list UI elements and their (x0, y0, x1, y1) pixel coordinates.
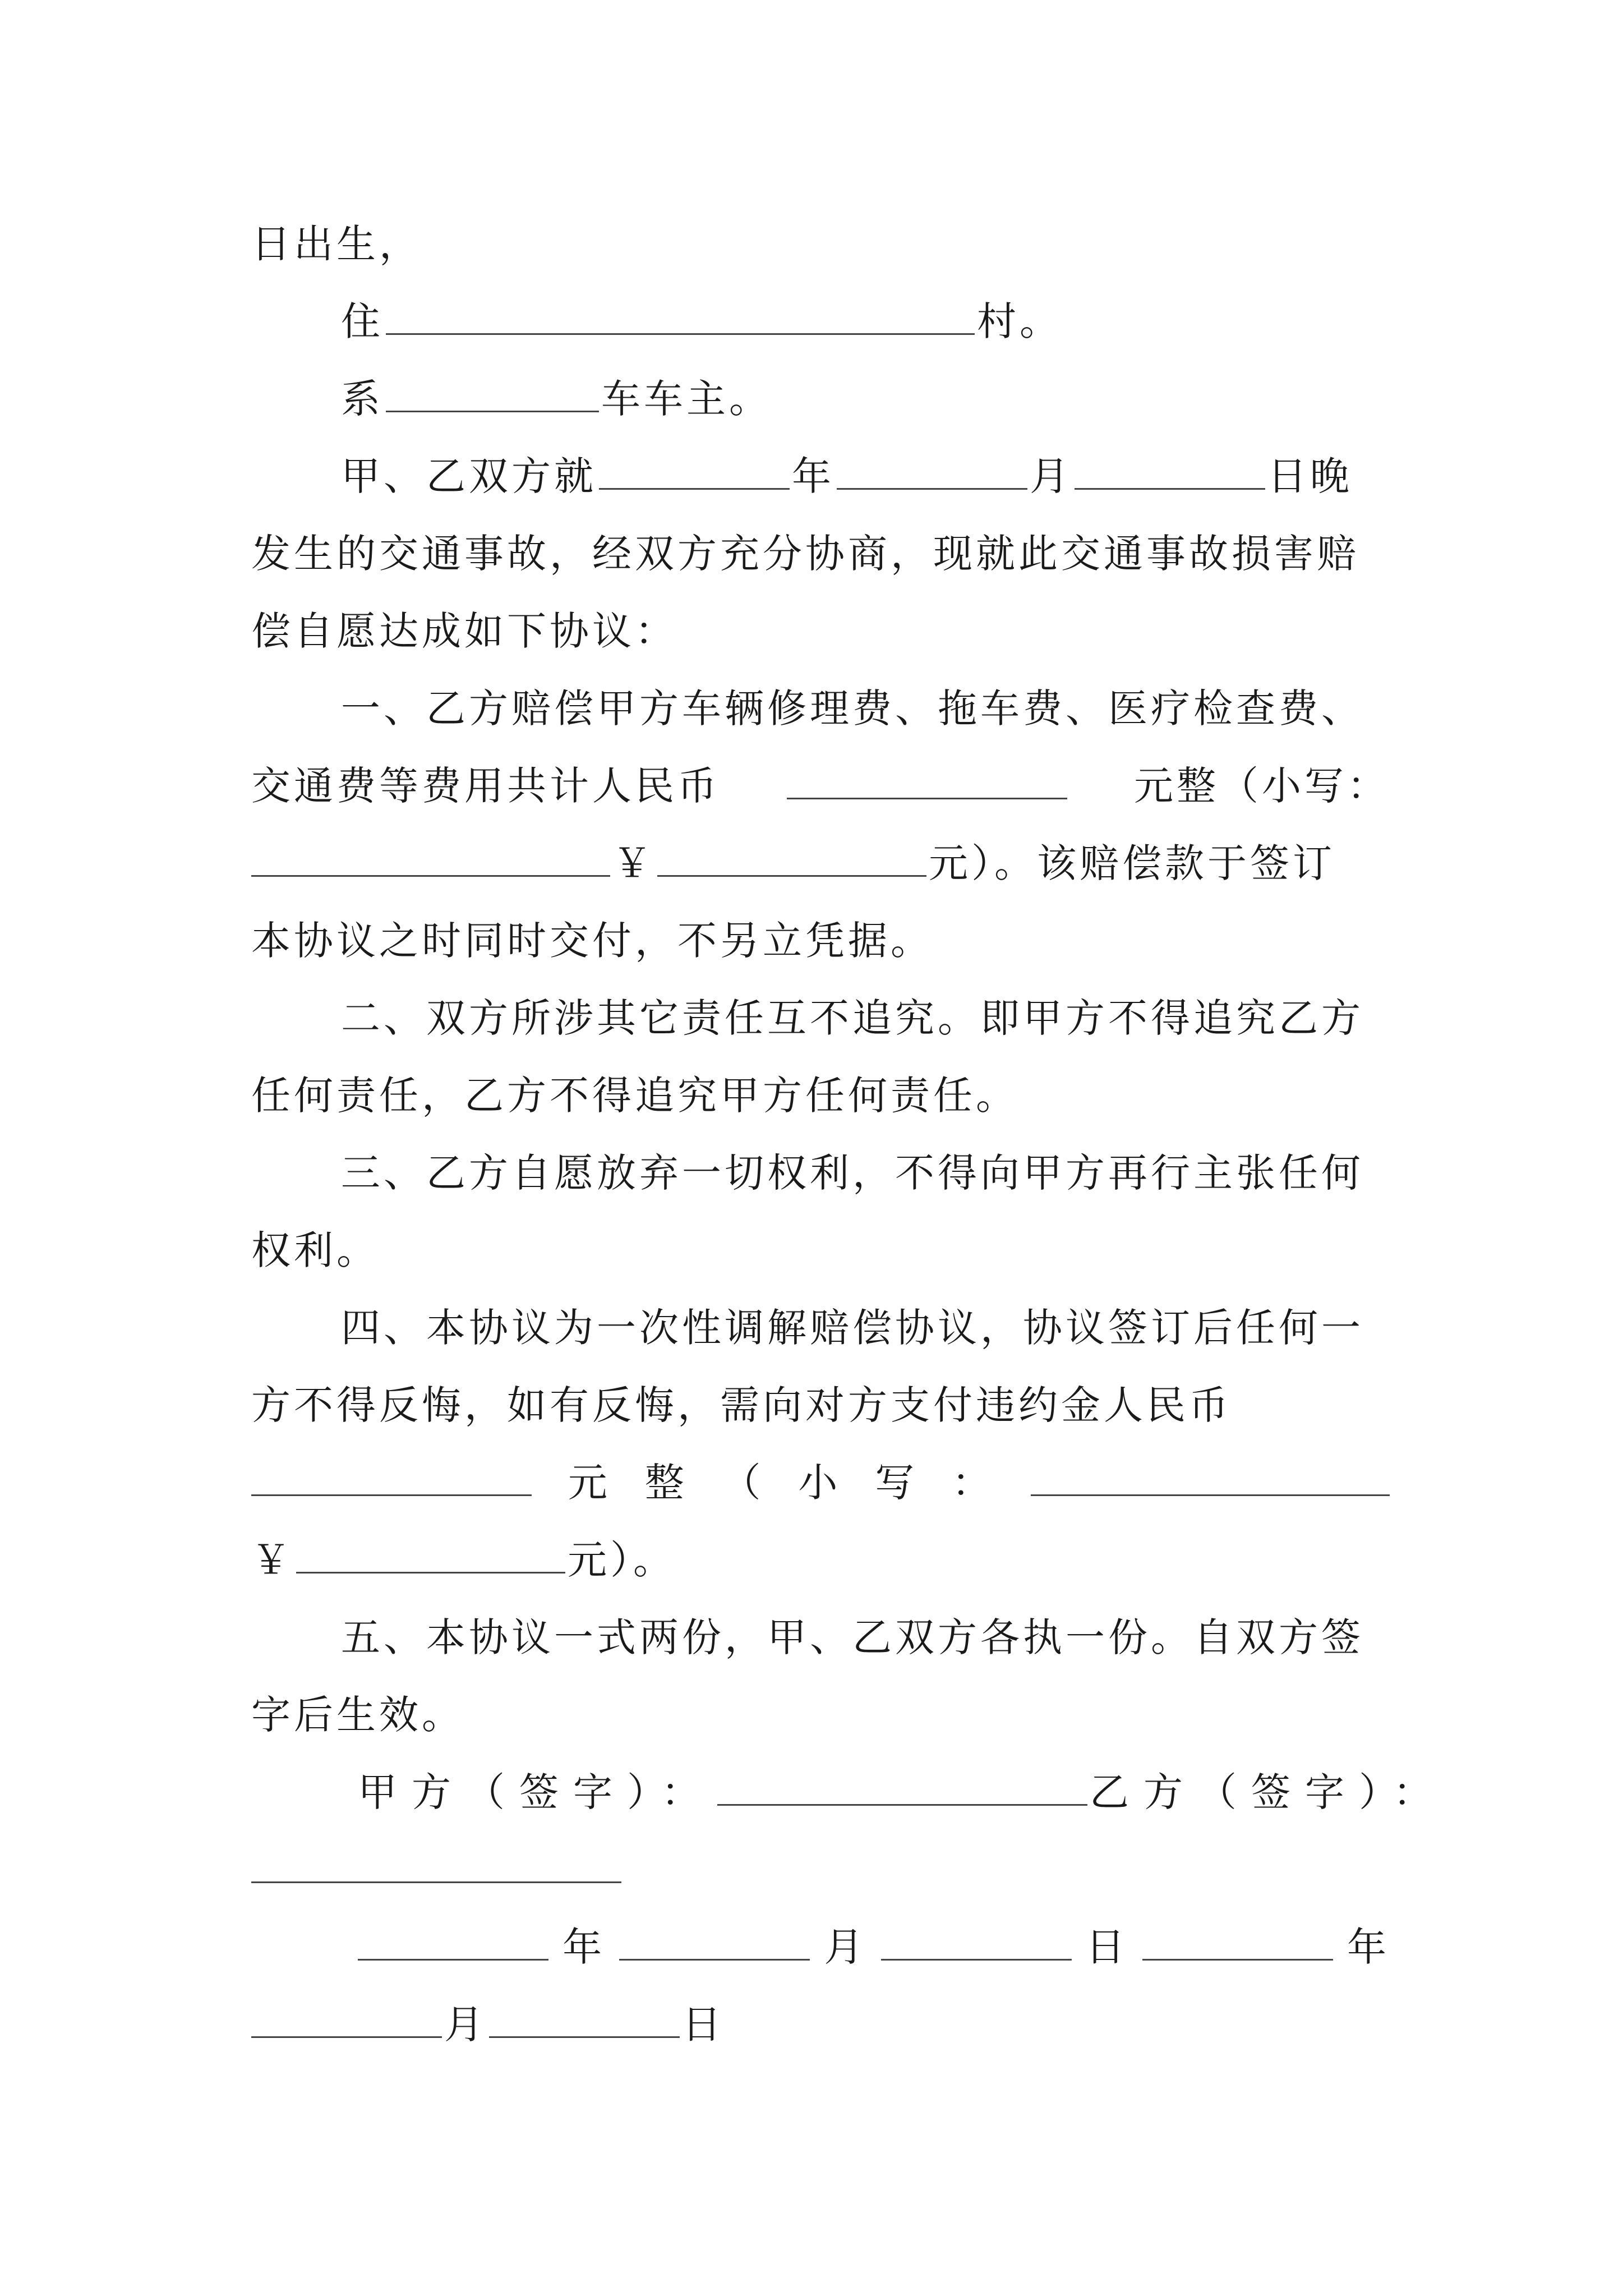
party-a-signature-blank[interactable] (717, 1769, 1087, 1806)
party-b-year-blank[interactable] (1142, 1924, 1333, 1961)
line-clause-4a (251, 1289, 1390, 1366)
text-clause-2a: 二、双方所涉其它责任互不追究。即甲方不得追究乙方 (341, 995, 1364, 1041)
line-sign-dates (251, 1908, 1390, 1986)
penalty-amount-blank[interactable] (251, 1460, 532, 1496)
compensation-figure-blank[interactable] (657, 840, 926, 877)
text-relation: 系 (341, 376, 384, 422)
line-accident-date (251, 438, 1390, 515)
line-clause-5a (251, 1599, 1390, 1676)
line-signature-continue (251, 1831, 1390, 1908)
line-clause-3b (251, 1212, 1390, 1289)
text-yuan: 元 (568, 1460, 611, 1506)
party-a-month-label: 月 (824, 1924, 867, 1970)
accident-day-blank[interactable] (1075, 453, 1265, 490)
text-clause-3a: 三、乙方自愿放弃一切权利，不得向甲方再行主张任何 (341, 1150, 1364, 1196)
line-clause-4d (251, 1521, 1390, 1599)
text-colon: ： (952, 1460, 995, 1506)
agreement-document (251, 205, 1447, 2063)
text-agreement-intro: 偿自愿达成如下协议： (251, 608, 677, 654)
line-signatures (251, 1754, 1447, 1831)
text-birth: 日出生， (251, 221, 422, 267)
line-negotiation (251, 515, 1390, 592)
party-a-day-blank[interactable] (881, 1924, 1072, 1961)
compensation-words-blank[interactable] (251, 840, 610, 877)
line-clause-2b (251, 1057, 1390, 1134)
text-negotiation: 发生的交通事故，经双方充分协商，现就此交通事故损害赔 (251, 531, 1359, 577)
text-clause-4a: 四、本协议为一次性调解赔偿协议，协议签订后任何一 (341, 1305, 1364, 1351)
party-b-month-label: 月 (444, 2001, 487, 2047)
penalty-words-blank[interactable] (1031, 1460, 1390, 1496)
text-xiao: 小 (798, 1460, 841, 1506)
text-zheng: 整 (644, 1460, 688, 1506)
line-birth (251, 205, 1390, 283)
text-yuan-capital: 元整（小写： (1134, 763, 1390, 809)
text-year: 年 (792, 453, 834, 499)
line-clause-4c (251, 1444, 1390, 1521)
line-clause-1c (251, 825, 1390, 902)
text-village: 村。 (977, 298, 1062, 344)
text-clause-1c: 元）。该赔偿款于签订 (929, 840, 1335, 886)
text-clause-4d: 元）。 (568, 1537, 676, 1583)
text-clause-1b: 交通费等费用共计人民币 (251, 763, 720, 809)
text-month: 月 (1030, 453, 1072, 499)
text-clause-1a: 一、乙方赔偿甲方车辆修理费、拖车费、医疗检查费、 (341, 685, 1364, 731)
party-b-signature-label: 乙方（签字）： (1090, 1769, 1447, 1815)
text-xie: 写 (875, 1460, 918, 1506)
line-clause-5b (251, 1676, 1390, 1754)
party-b-day-label: 日 (682, 2001, 725, 2047)
text-clause-1d: 本协议之时同时交付，不另立凭据。 (251, 918, 933, 964)
line-sign-dates-continue (251, 1986, 1390, 2063)
text-clause-5a: 五、本协议一式两份，甲、乙双方各执一份。自双方签 (341, 1614, 1364, 1660)
text-clause-2b: 任何责任，乙方不得追究甲方任何责任。 (251, 1073, 1018, 1119)
text-live: 住 (341, 298, 384, 344)
line-clause-3a (251, 1134, 1390, 1212)
vehicle-blank[interactable] (386, 376, 599, 412)
party-a-signature-label: 甲方（签字）： (358, 1769, 715, 1815)
text-clause-3b: 权利。 (251, 1227, 379, 1273)
accident-year-blank[interactable] (599, 453, 790, 490)
line-clause-2a (251, 979, 1390, 1057)
party-b-signature-blank[interactable] (251, 1847, 621, 1883)
text-parties: 甲、乙双方就 (341, 453, 597, 499)
line-clause-1a (251, 670, 1390, 747)
text-night: 日晚 (1267, 453, 1353, 499)
text-yen-sign: ￥ (612, 840, 655, 886)
party-b-month-blank[interactable] (251, 2001, 442, 2038)
penalty-figure-blank[interactable] (296, 1537, 565, 1573)
party-a-year-blank[interactable] (358, 1924, 548, 1961)
text-owner: 车车主。 (601, 376, 772, 422)
party-b-day-blank[interactable] (489, 2001, 680, 2038)
party-a-month-blank[interactable] (619, 1924, 810, 1961)
line-clause-1b (251, 747, 1390, 825)
line-clause-4b (251, 1366, 1390, 1444)
text-clause-4b: 方不得反悔，如有反悔，需向对方支付违约金人民币 (251, 1382, 1232, 1428)
line-clause-1d (251, 902, 1390, 979)
party-a-day-label: 日 (1085, 1924, 1128, 1970)
text-yen-sign-2: ￥ (251, 1537, 294, 1583)
address-blank[interactable] (386, 298, 975, 335)
line-vehicle-owner (251, 360, 1390, 438)
party-a-year-label: 年 (562, 1924, 606, 1970)
line-agreement-intro (251, 592, 1390, 670)
compensation-amount-blank[interactable] (787, 763, 1067, 799)
line-address (251, 283, 1390, 360)
text-clause-5b: 字后生效。 (251, 1692, 464, 1738)
party-b-year-label: 年 (1347, 1924, 1390, 1970)
text-paren: （ (721, 1460, 764, 1506)
accident-month-blank[interactable] (837, 453, 1027, 490)
